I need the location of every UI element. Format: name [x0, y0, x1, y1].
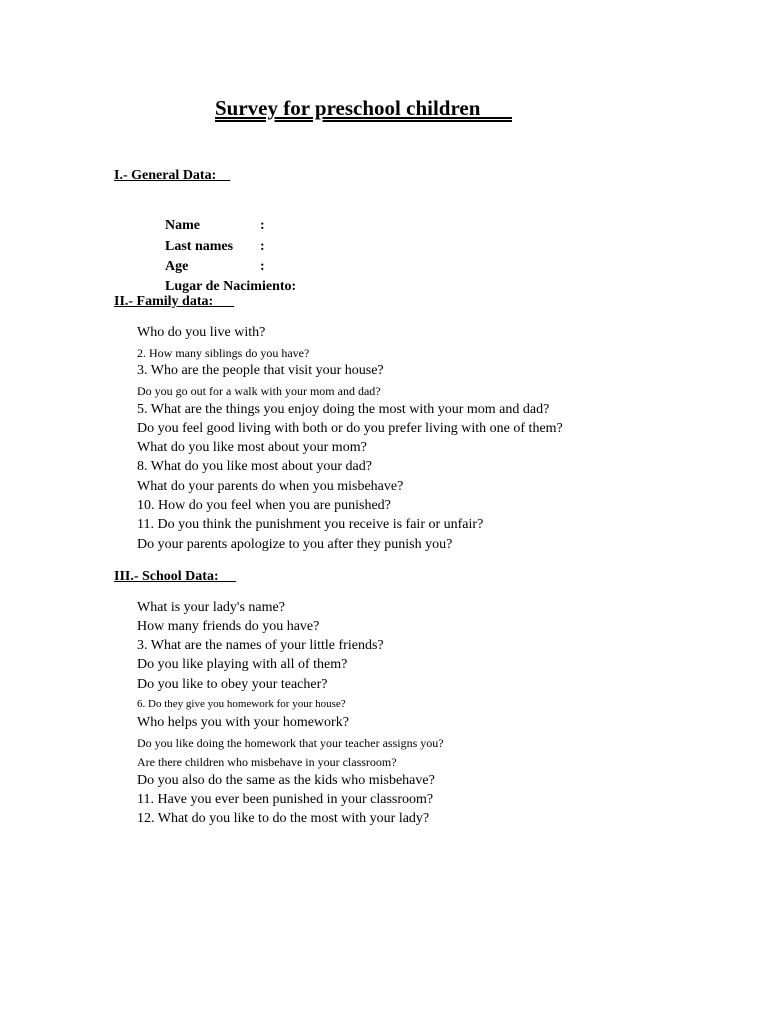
family-question: 2. How many siblings do you have? [137, 346, 310, 360]
school-question: Do you like to obey your teacher? [137, 677, 328, 692]
school-question: Who helps you with your homework? [137, 715, 349, 730]
field-label: Lugar de Nacimiento: [165, 279, 297, 294]
school-data-heading: III.- School Data: [114, 569, 237, 584]
school-question: 12. What do you like to do the most with your lady? [137, 811, 430, 826]
field-label: Last names [165, 239, 234, 254]
field-colon: : [260, 259, 265, 274]
family-question: 11. Do you think the punishment you receive is fair or unfair? [137, 517, 484, 532]
school-question: Do you also do the same as the kids who misbehave? [137, 773, 435, 788]
family-question: What do you like most about your mom? [137, 440, 367, 455]
school-question: 6. Do they give you homework for your house? [137, 698, 346, 710]
family-data-heading: II.- Family data: [114, 294, 235, 309]
family-question: 8. What do you like most about your dad? [137, 459, 372, 474]
family-question: 5. What are the things you enjoy doing the most with your mom and dad? [137, 402, 550, 417]
field-colon: : [260, 218, 265, 233]
family-question: What do your parents do when you misbehave? [137, 479, 404, 494]
family-question: Do your parents apologize to you after they punish you? [137, 537, 453, 552]
school-question: 11. Have you ever been punished in your classroom? [137, 792, 434, 807]
document-title: Survey for preschool children [215, 96, 512, 120]
school-question: Are there children who misbehave in your classroom? [137, 755, 397, 769]
family-question: 10. How do you feel when you are punished? [137, 498, 391, 513]
general-data-heading: I.- General Data: [114, 168, 231, 183]
school-question: What is your lady's name? [137, 600, 285, 615]
school-question: Do you like doing the homework that your teacher assigns you? [137, 736, 444, 750]
family-question: Who do you live with? [137, 325, 266, 340]
school-question: Do you like playing with all of them? [137, 657, 348, 672]
family-question: Do you feel good living with both or do you prefer living with one of them? [137, 421, 563, 436]
family-question: 3. Who are the people that visit your house? [137, 363, 384, 378]
field-label: Age [165, 259, 189, 274]
field-colon: : [260, 239, 265, 254]
field-label: Name [165, 218, 200, 233]
family-question: Do you go out for a walk with your mom and dad? [137, 384, 381, 398]
school-question: How many friends do you have? [137, 619, 320, 634]
school-question: 3. What are the names of your little friends? [137, 638, 384, 653]
